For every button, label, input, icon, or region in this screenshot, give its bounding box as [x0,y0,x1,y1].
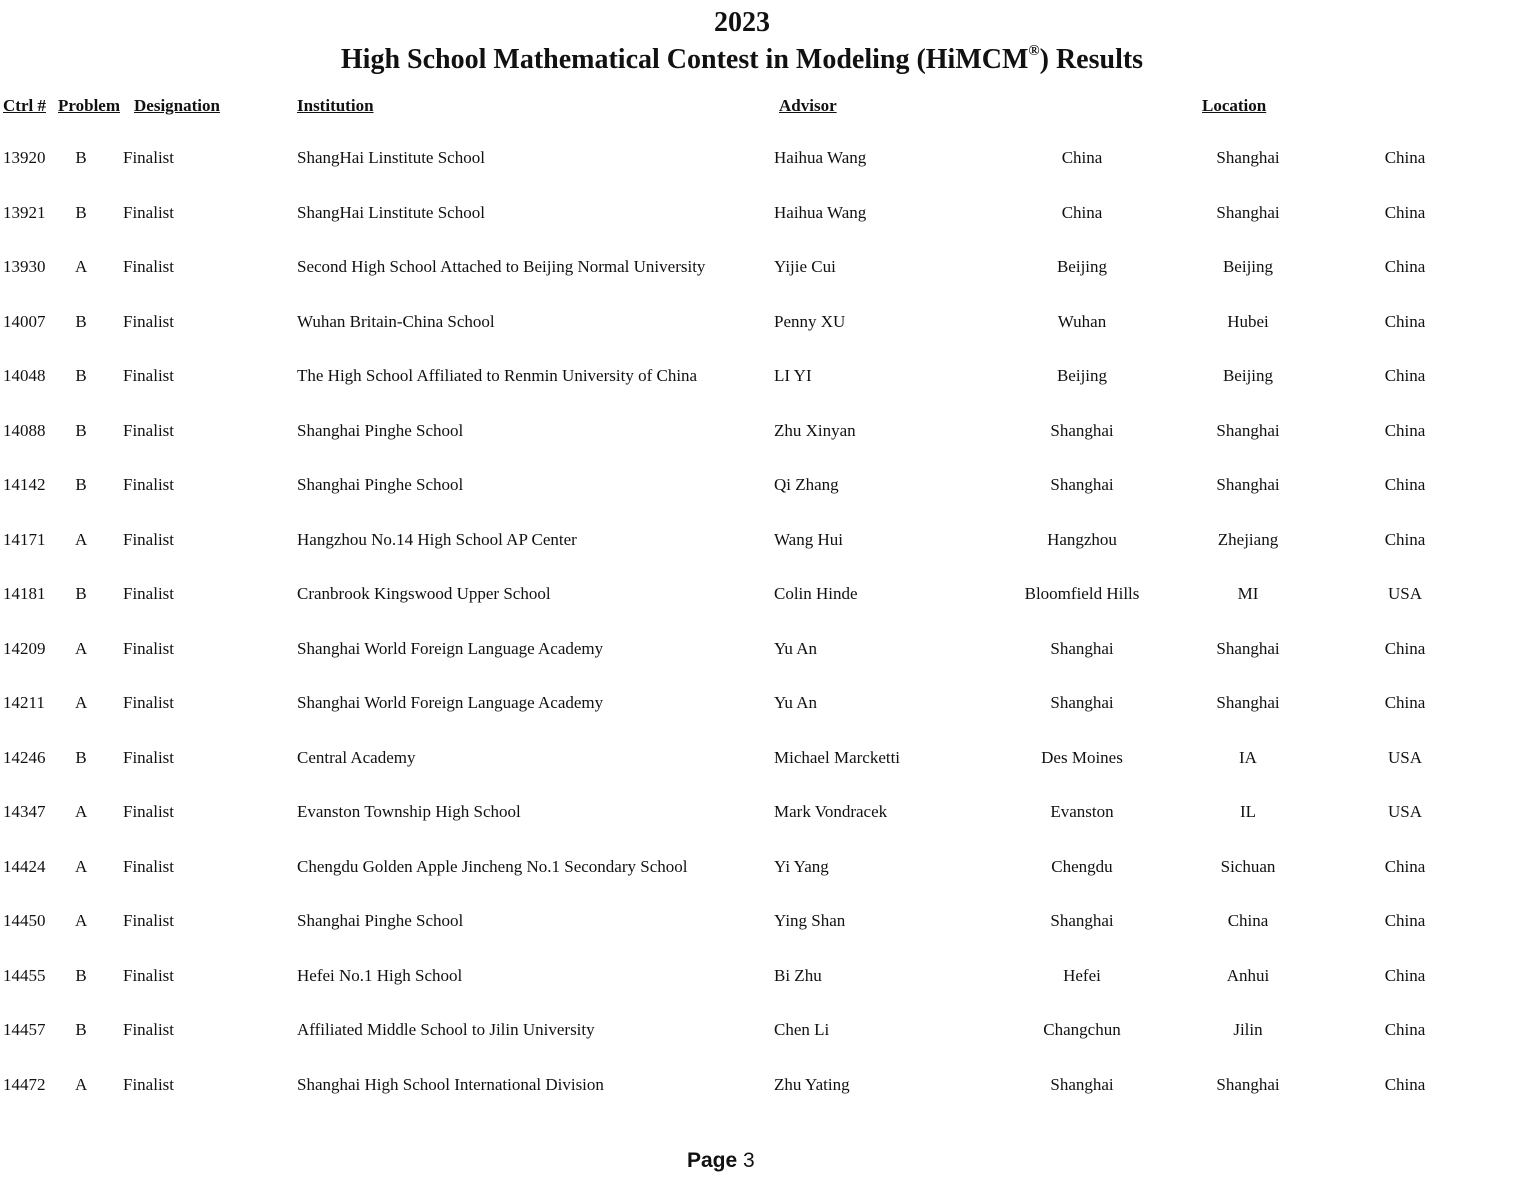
institution-cell: Shanghai Pinghe School [297,911,464,930]
page-number: 3 [743,1149,755,1172]
header-ctrl: Ctrl # [3,96,46,115]
designation-cell: Finalist [123,1020,175,1039]
advisor-cell: Haihua Wang [774,148,867,167]
state-cell: Shanghai [1216,693,1280,712]
country-cell: China [1384,693,1426,712]
institution-cell: Chengdu Golden Apple Jincheng No.1 Secondary School [297,857,688,876]
city-cell: Evanston [1050,802,1114,821]
ctrl-number-cell: 14457 [3,1020,46,1039]
country-cell: China [1384,148,1426,167]
problem-letter-cell: B [75,148,87,167]
state-cell: Zhejiang [1217,530,1279,549]
designation-cell: Finalist [123,857,175,876]
problem-letter-cell: B [75,312,87,331]
city-cell: Hefei [1063,966,1101,985]
advisor-cell: Zhu Xinyan [774,421,856,440]
advisor-cell: LI YI [774,366,812,385]
title-suffix: ) Results [1039,44,1144,75]
institution-cell: Shanghai Pinghe School [297,421,464,440]
country-cell: USA [1387,584,1422,603]
state-cell: Sichuan [1220,857,1276,876]
problem-letter-cell: B [75,584,87,603]
advisor-cell: Yijie Cui [774,257,836,276]
ctrl-number-cell: 14142 [3,475,46,494]
designation-cell: Finalist [123,257,175,276]
state-cell: China [1227,911,1269,930]
city-cell: Shanghai [1050,1075,1114,1094]
header-location: Location [1202,96,1267,115]
city-cell: Wuhan [1057,312,1107,331]
state-cell: MI [1237,584,1259,603]
country-cell: China [1384,1020,1426,1039]
city-cell: Chengdu [1051,857,1113,876]
advisor-cell: Bi Zhu [774,966,822,985]
header-designation: Designation [134,96,220,115]
designation-cell: Finalist [123,475,175,494]
designation-cell: Finalist [123,966,175,985]
ctrl-number-cell: 14048 [3,366,46,385]
ctrl-number-cell: 14181 [3,584,46,603]
page-label: Page [687,1149,738,1172]
designation-cell: Finalist [123,584,175,603]
city-cell: Beijing [1056,366,1108,385]
institution-cell: Wuhan Britain-China School [297,312,495,331]
state-cell: Shanghai [1216,421,1280,440]
state-cell: Shanghai [1216,475,1280,494]
ctrl-number-cell: 13921 [3,203,46,222]
problem-letter-cell: A [75,639,88,658]
institution-cell: Central Academy [297,748,416,767]
ctrl-number-cell: 14347 [3,802,46,821]
country-cell: China [1384,421,1426,440]
advisor-cell: Yu An [774,639,817,658]
advisor-cell: Zhu Yating [774,1075,850,1094]
state-cell: Beijing [1222,366,1274,385]
country-cell: China [1384,966,1426,985]
ctrl-number-cell: 14424 [3,857,46,876]
city-cell: Shanghai [1050,421,1114,440]
institution-cell: Affiliated Middle School to Jilin University [297,1020,595,1039]
designation-cell: Finalist [123,530,175,549]
institution-cell: ShangHai Linstitute School [297,203,485,222]
institution-cell: Hangzhou No.14 High School AP Center [297,530,577,549]
advisor-cell: Qi Zhang [774,475,839,494]
city-cell: Bloomfield Hills [1024,584,1140,603]
institution-cell: Hefei No.1 High School [297,966,463,985]
designation-cell: Finalist [123,203,175,222]
city-cell: Changchun [1043,1020,1121,1039]
country-cell: China [1384,203,1426,222]
ctrl-number-cell: 14472 [3,1075,46,1094]
problem-letter-cell: B [75,475,87,494]
problem-letter-cell: B [75,1020,87,1039]
problem-letter-cell: B [75,203,87,222]
advisor-cell: Michael Marcketti [774,748,901,767]
problem-letter-cell: A [75,911,88,930]
designation-cell: Finalist [123,639,175,658]
state-cell: Beijing [1222,257,1274,276]
institution-cell: Second High School Attached to Beijing Normal University [297,257,706,276]
state-cell: IA [1239,748,1257,767]
ctrl-number-cell: 13930 [3,257,46,276]
country-cell: China [1384,257,1426,276]
registered-mark: ® [1028,43,1040,59]
state-cell: Shanghai [1216,1075,1280,1094]
institution-cell: The High School Affiliated to Renmin University of China [297,366,698,385]
ctrl-number-cell: 14209 [3,639,46,658]
advisor-cell: Yu An [774,693,817,712]
ctrl-number-cell: 14007 [3,312,46,331]
country-cell: China [1384,1075,1426,1094]
ctrl-number-cell: 14171 [3,530,46,549]
city-cell: Shanghai [1050,911,1114,930]
designation-cell: Finalist [123,693,175,712]
ctrl-number-cell: 14088 [3,421,46,440]
state-cell: Hubei [1227,312,1269,331]
country-cell: China [1384,475,1426,494]
header-institution: Institution [297,96,374,115]
designation-cell: Finalist [123,1075,175,1094]
state-cell: Shanghai [1216,203,1280,222]
institution-cell: ShangHai Linstitute School [297,148,485,167]
designation-cell: Finalist [123,366,175,385]
city-cell: Shanghai [1050,693,1114,712]
ctrl-number-cell: 14246 [3,748,46,767]
country-cell: China [1384,857,1426,876]
designation-cell: Finalist [123,421,175,440]
problem-letter-cell: B [75,748,87,767]
advisor-cell: Mark Vondracek [774,802,888,821]
city-cell: China [1061,148,1103,167]
problem-letter-cell: B [75,966,87,985]
country-cell: China [1384,530,1426,549]
designation-cell: Finalist [123,911,175,930]
problem-letter-cell: A [75,1075,88,1094]
title-text: High School Mathematical Contest in Modeling (HiMCM [340,44,1029,75]
document-title [0,42,1484,78]
country-cell: China [1384,911,1426,930]
city-cell: Shanghai [1050,639,1114,658]
problem-letter-cell: A [75,857,88,876]
designation-cell: Finalist [123,802,175,821]
city-cell: China [1061,203,1103,222]
institution-cell: Shanghai High School International Division [297,1075,604,1094]
ctrl-number-cell: 13920 [3,148,46,167]
designation-cell: Finalist [123,148,175,167]
header-advisor: Advisor [779,96,837,115]
advisor-cell: Wang Hui [774,530,843,549]
state-cell: Shanghai [1216,148,1280,167]
state-cell: Shanghai [1216,639,1280,658]
city-cell: Des Moines [1041,748,1123,767]
advisor-cell: Ying Shan [774,911,846,930]
header-problem: Problem [58,96,121,115]
advisor-cell: Colin Hinde [774,584,858,603]
institution-cell: Shanghai Pinghe School [297,475,464,494]
ctrl-number-cell: 14455 [3,966,46,985]
country-cell: USA [1387,802,1422,821]
advisor-cell: Chen Li [774,1020,830,1039]
country-cell: China [1384,366,1426,385]
designation-cell: Finalist [123,312,175,331]
country-cell: USA [1387,748,1422,767]
problem-letter-cell: A [75,257,88,276]
document-year: 2023 [714,7,770,38]
state-cell: Anhui [1226,966,1270,985]
city-cell: Hangzhou [1047,530,1117,549]
country-cell: China [1384,312,1426,331]
advisor-cell: Yi Yang [774,857,829,876]
state-cell: IL [1239,802,1257,821]
country-cell: China [1384,639,1426,658]
advisor-cell: Penny XU [774,312,846,331]
institution-cell: Shanghai World Foreign Language Academy [297,693,604,712]
problem-letter-cell: B [75,366,87,385]
city-cell: Beijing [1056,257,1108,276]
problem-letter-cell: B [75,421,87,440]
city-cell: Shanghai [1050,475,1114,494]
problem-letter-cell: A [75,802,88,821]
problem-letter-cell: A [75,693,88,712]
institution-cell: Shanghai World Foreign Language Academy [297,639,604,658]
designation-cell: Finalist [123,748,175,767]
page-footer [687,1149,755,1173]
ctrl-number-cell: 14450 [3,911,46,930]
institution-cell: Evanston Township High School [297,802,521,821]
institution-cell: Cranbrook Kingswood Upper School [297,584,551,603]
problem-letter-cell: A [75,530,88,549]
advisor-cell: Haihua Wang [774,203,867,222]
ctrl-number-cell: 14211 [3,693,45,712]
state-cell: Jilin [1233,1020,1263,1039]
